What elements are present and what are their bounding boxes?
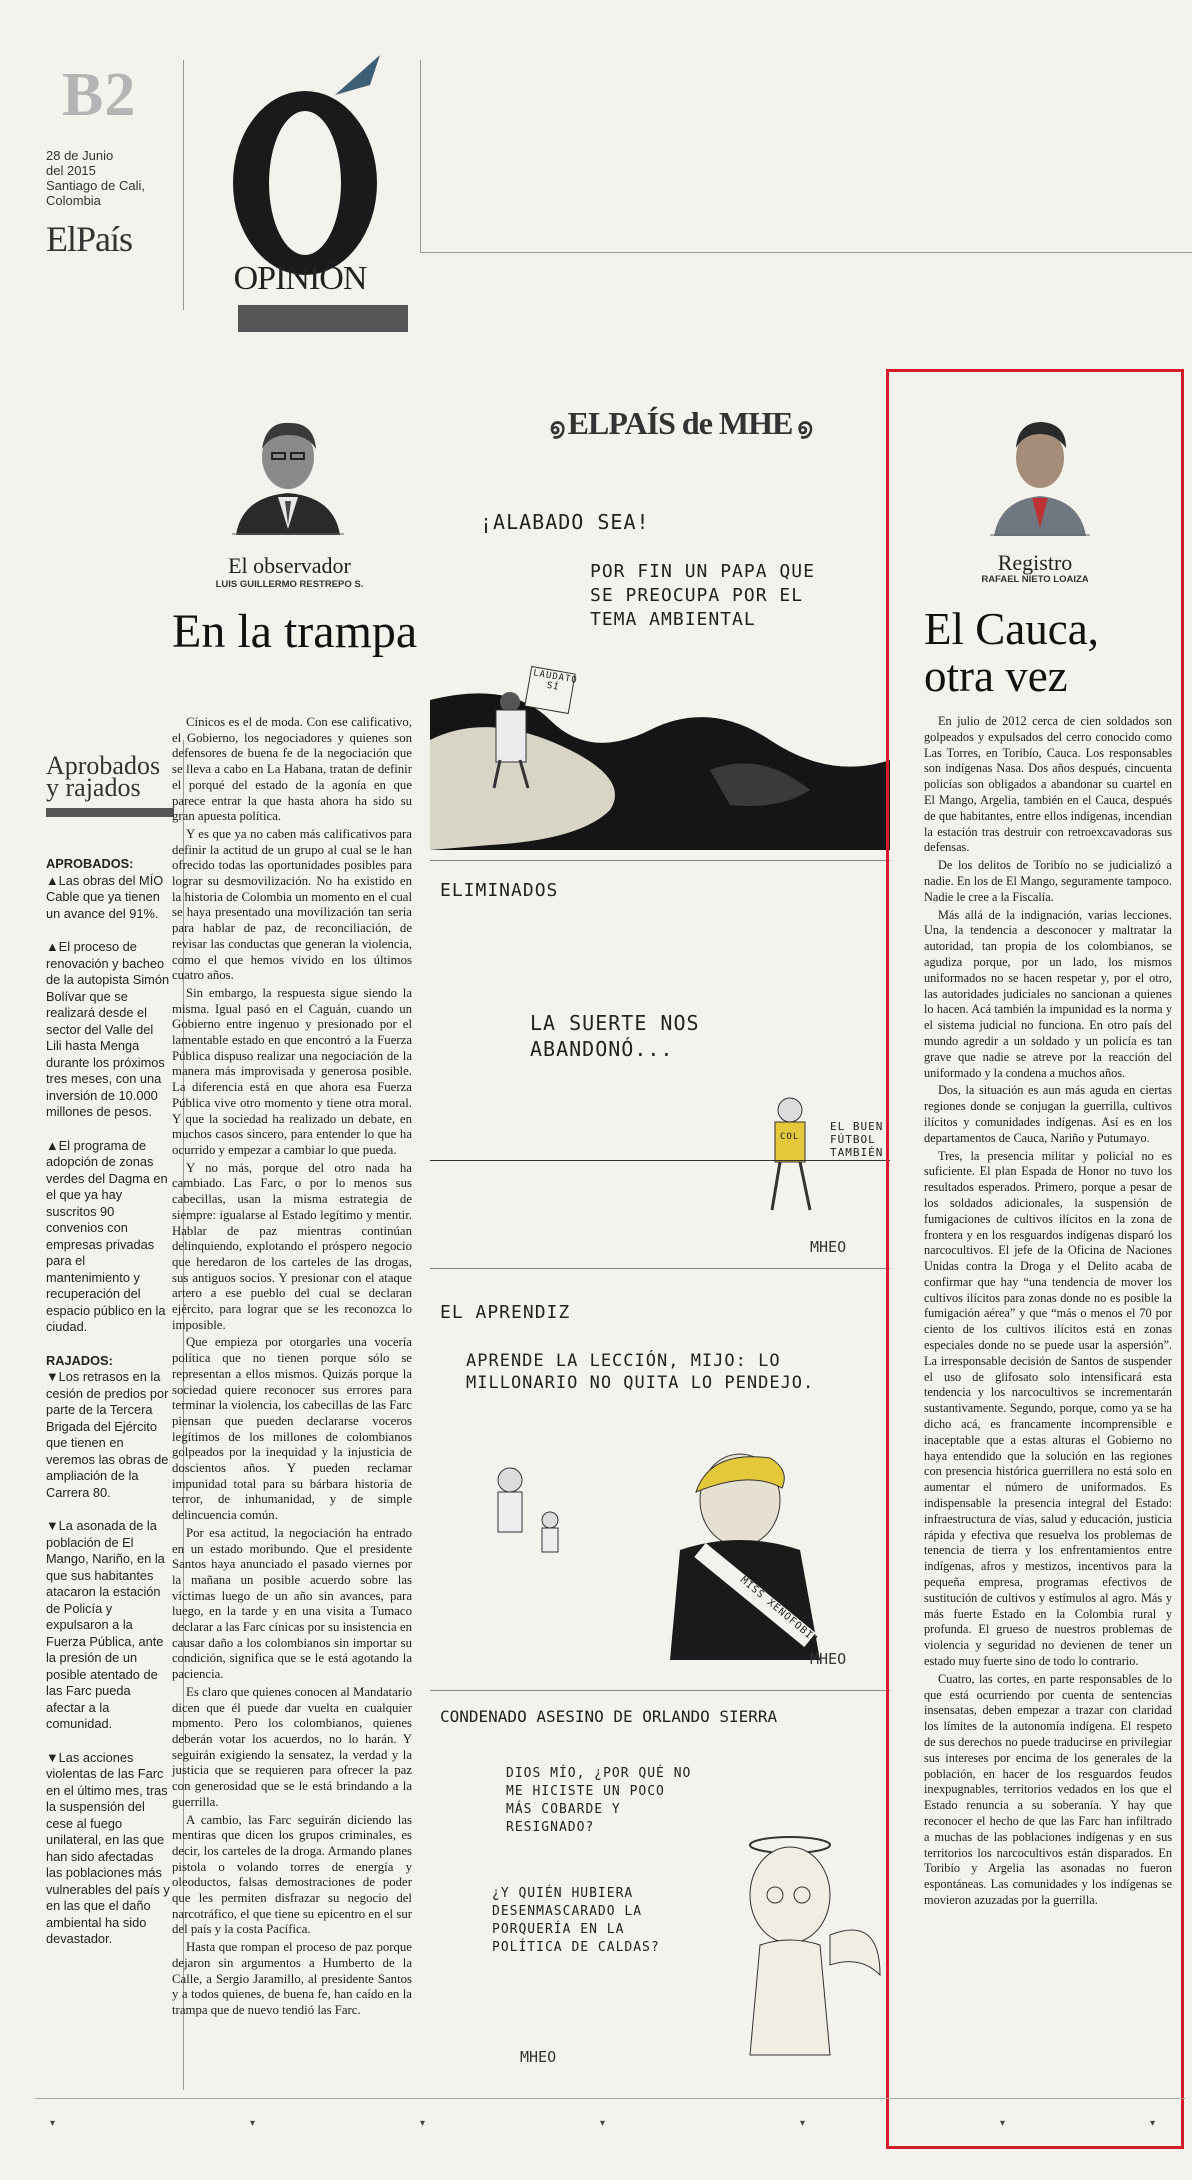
cartoon-exclamation: ¡ALABADO SEA! (480, 510, 650, 534)
cartoon-sign: LAUDATO SÍ (532, 668, 579, 693)
columnist-name: RAFAEL NIETO LOAIZA (981, 574, 1089, 585)
opinion-logo-icon (210, 55, 410, 285)
article-paragraph: Hasta que rompan el proceso de paz porque dejaron sin argumentos a Humberto de la Calle, a Sergio Jaramillo, al presidente Santos y a todos quienes, de buena fe, han caído en la trampa que de nuevo tendió las Farc. (172, 1940, 412, 2017)
newspaper-brand: ElPaís (46, 219, 133, 259)
player-shirt: COL (780, 1132, 800, 1142)
aprobados-column (46, 856, 171, 1965)
masthead-divider (420, 60, 421, 253)
apprentice-illustration (470, 1440, 890, 1660)
panel-divider (430, 1268, 890, 1269)
approved-item: ▲Las obras del MÍO Cable que ya tienen un avance del 91%. (46, 872, 164, 921)
article-paragraph: Tres, la presencia militar y policial no es suficiente. El plan Espada de Honor no tuvo los resultados esperados. Primero, porque a pesar de los soldados adicionales, la suspensión de fumigaciones de cultivos ilícitos en la zona de frontera y en los resguardos indígenas disparó los narcocultivos. El jefe de la Oficina de Naciones Unidas contra la Droga y el Delito acaba de confirmar que hay “una tendencia de mover los cultivos ilícitos para zonas donde no es posible la fumigación aérea” y que “más o menos el 70 por ciento de los cultivos ilícitos está en zonas especiales donde no se puede usar la aspersión”. La irresponsable decisión de Santos de suspender el uso de glifosato solo intensificará esta tendencia y los narcocultivos se incrementarán sustantivamente. Segundo, porque, como ya se ha dicho acá, es francamente incomprensible e inaceptable que a estas alturas el Gobierno no haya entendido que la solución en las regiones con presencia histórica guerrillera no está solo en aumentar el número de uniformados. Es indispensable la presencia integral del Estado: infraestructura de vías, salud y educación, justicia rápida y efectiva que resuelva los problemas de tenencia de tierra y los enfrentamientos entre indígenas, afros y mestizos, incentivos para la pequeña empresa, programas efectivos de sustitución de cultivos y estímulos al agro. Más y más fuerte Estado en la Colombia rural y profunda. El grueso de nuestros problemas de violencia y seguridad no devienen de tener un estado muy fuerte sino de todo lo contrario. (924, 1148, 1172, 1669)
article-paragraph: Sin embargo, la respuesta sigue siendo la misma. Igual pasó en el Caguán, cuando un Gobierno entre ingenuo y presionado por el lamentable estado en que encontró a la Fuerza Pública dispuso realizar una negociación de la manera más improvisada y generosa posible. La diferencia está en que ahora esa Fuerza Pública vive otro momento y tiene otra moral. Y que la sociedad ha realizado un debate, en muchos casos sincero, para entender lo que ha ocurrido y empezar a cambiar lo que pueda. (172, 985, 412, 1157)
approved-item: ▲El programa de adopción de zonas verdes del Dagma en el que ya hay suscritos 90 convenios con empresas privadas para el mantenimiento y recuperación del espacio público en la ciudad. (46, 1137, 168, 1334)
swirl-icon: ൭ (549, 414, 568, 439)
panel-divider (430, 1690, 890, 1691)
article-paragraph: Y no más, porque del otro nada ha cambiado. Las Farc, o por lo menos sus cabecillas, usan la misma estrategia de siempre: igualarse al Estado legítimo y mentir. Hablar de paz mientras continúan delinquiendo, explotando el próspero negocio que heredaron de los carteles de las drogas, sus antiguos socios. Y presionar con el ataque artero a ese pueblo del cual se declaran ejército, para lograr que se les reconozca lo imposible. (172, 1160, 412, 1332)
approved-label: APROBADOS: (46, 856, 134, 871)
failed-item: ▼La asonada de la población de El Mango, Nariño, en la que sus habitantes atacaron la estación de Policía y expulsaron a la Fuerza Pública, ante la presión de un posible atentado de las Farc pueda afectar a la comunidad. (46, 1518, 165, 1731)
date-line: del 2015 (46, 163, 96, 178)
cartoon-speech: DIOS MÍO, ¿POR QUÉ NO ME HICISTE UN POCO MÁS COBARDE Y RESIGNADO? (506, 1766, 692, 1835)
cartoon-title: ELIMINADOS (440, 880, 559, 901)
columnist-photo (232, 405, 344, 535)
cartoon-signature: MHEO (520, 2048, 557, 2066)
section-title: OPINIÓN (233, 260, 367, 297)
aprobados-title: Aprobados y rajados (46, 751, 161, 802)
columnist-photo (990, 408, 1090, 536)
cartoon-speech: APRENDE LA LECCIÓN, MIJO: LO MILLONARIO NO QUITA LO PENDEJO. (466, 1351, 815, 1393)
trim-mark: ▾ (250, 2118, 256, 2129)
cartoon-signature: MHEO (810, 1650, 847, 1668)
trim-mark: ▾ (600, 2118, 606, 2129)
section-bar (238, 305, 408, 332)
cartoon-panel-4 (430, 1705, 890, 2085)
page-number: B2 (62, 61, 137, 129)
article-paragraph: Cuatro, las cortes, en parte responsables de lo que está ocurriendo por cuenta de sentencias insensatas, deben empezar a trazar con claridad los límites de la autonomía indígena. El respeto de sus derechos no puede traducirse en privilegiar sus intereses por encima de los generales de la población, en hacer de los resguardos feudos inexpugnables, territorios vedados en los que el Estado renuncia a su soberanía. Y hay que reconocer el hecho de que las Farc han infiltrado a muchas de las poblaciones indígenas y en sus territorios los narcocultivos están disparados. En Toribío y Argelia las asonadas no fueron espontáneas. Las comunidades y los indígenas se movieron azuzadas por la guerrilla. (924, 1671, 1172, 1907)
article-headline: El Cauca, otra vez (924, 604, 1099, 701)
article-headline: En la trampa (172, 605, 418, 658)
article-body (172, 715, 412, 2021)
cartoon-speech: POR FIN UN PAPA QUE SE PREOCUPA POR EL TEMA AMBIENTAL (590, 561, 815, 630)
cartoon-panel-3 (430, 1300, 890, 1680)
cartoon-section-title (505, 405, 855, 442)
trim-mark: ▾ (1150, 2118, 1156, 2129)
cartoon-aside: EL BUEN FÚTBOL TAMBIÉN (830, 1120, 884, 1159)
angel-illustration (720, 1815, 890, 2065)
columnist-name: LUIS GUILLERMO RESTREPO S. (215, 579, 364, 590)
article-paragraph: En julio de 2012 cerca de cien soldados son golpeados y expulsados del cerro conocido como Las Torres, en Toribío, Cauca. Los responsables son indígenas Nasa. Dos años después, cincuenta policías son obligados a abandonar su cuartel en El Mango, Argelia, también en el Cauca, después de que habitantes, entre ellos indígenas, incendian la estación tras destruir con retroexcavadoras sus defensas. (924, 714, 1172, 855)
cartoon-title: EL APRENDIZ (440, 1302, 571, 1323)
article-paragraph: Que empieza por otorgarles una vocería política que no tienen porque sólo se representan a ellos mismos. Quizás porque la sociedad quiere reconocer sus errores para terminar la violencia, los cabecillas de las Farc piensan que pueden declararse voceros legítimos de los millones de colombianos golpeados por la inequidad y la injusticia de doscientos años. Y pueden reclamar impunidad total para su bárbara historia de terror, de inhumanidad, y de simple delincuencia común. (172, 1335, 412, 1523)
page-bottom-rule (35, 2098, 1185, 2099)
article-paragraph: Dos, la situación es aun más aguda en ciertas regiones donde se conjugan la guerrilla, cultivos ilícitos y comunidades indígenas. Así es en los departamentos de Cauca, Nariño y Putumayo. (924, 1083, 1172, 1145)
article-paragraph: A cambio, las Farc seguirán diciendo las mentiras que dicen los grupos criminales, es decir, los carteles de la droga. Armando planes pistola o volando torres de energía y oleoductos, falsas demostraciones de poder que les permiten disfrazar su negocio del narcotráfico, el que tiene su epicentro en el sur del país y la costa Pacífica. (172, 1812, 412, 1937)
column-section-title: El observador (228, 553, 351, 578)
failed-item: ▼Los retrasos en la cesión de predios por parte de la Tercera Brigada del Ejército que tienen en veremos las obras de ampliación de la Carrera 80. (46, 1369, 169, 1500)
failed-label: RAJADOS: (46, 1352, 113, 1368)
trim-mark: ▾ (50, 2118, 56, 2129)
article-paragraph: Por esa actitud, la negociación ha entrado en un estado moribundo. Que el presidente Santos haya anunciado el pasado viernes por la mañana un posible acuerdo sobre las víctimas luego de un año sin avances, para luego, en la tarde y en una visita a Tumaco declarar a las Farc cínicas por su insistencia en causar daño a los colombianos sin importar su condición, significa que se le está agotando la paciencia. (172, 1525, 412, 1682)
dateline (46, 148, 176, 208)
date-line: Colombia (46, 193, 101, 208)
date-line: Santiago de Cali, (46, 178, 146, 193)
date-line: 28 de Junio (46, 148, 114, 163)
failed-item: ▼Las acciones violentas de las Farc en el último mes, tras la suspensión del cese al fuego unilateral, en las que han sido afectadas las poblaciones más vulnerables del país y en las que el daño ambiental ha sido devastador. (46, 1749, 170, 1946)
cartoon-signature: MHEO (810, 1238, 847, 1256)
cartoon-speech: LA SUERTE NOS ABANDONÓ... (530, 1011, 700, 1061)
trim-mark: ▾ (1000, 2118, 1006, 2129)
article-paragraph: Cínicos es el de moda. Con ese calificativo, el Gobierno, los negociadores y quienes son defensores de buena fe de la negociación que se lleva a cabo en La Habana, tratan de definir el porqué del estado de la agonía en que parece entrar la que hasta ahora ha sido su gran apuesta política. (172, 715, 412, 824)
cartoon-title: CONDENADO ASESINO DE ORLANDO SIERRA (440, 1707, 778, 1726)
approved-item: ▲El proceso de renovación y bacheo de la autopista Simón Bolívar que se realizará desde el sector del Valle del Lili hasta Menga durante los próximos tres meses, con una inversión de 10.000 millones de pesos. (46, 939, 170, 1119)
panel-divider (430, 860, 890, 861)
masthead-rule (420, 252, 1192, 253)
article-paragraph: Es claro que quienes conocen al Mandatario dicen que él puede dar vuelta en cualquier momento. Pero los colombianos, quienes deberán votar los acuerdos, no lo harán. Y seguirán exigiendo la sensatez, la verdad y la justicia que se requieren para ofrecer la paz con generosidad que se le está brindando a la guerrilla. (172, 1684, 412, 1809)
masthead-divider (183, 60, 184, 310)
article-paragraph: De los delitos de Toribío no se judicializó a nadie. En los de El Mango, seguramente tampoco. Nadie le cree a la Fiscalía. (924, 858, 1172, 904)
trim-mark: ▾ (800, 2118, 806, 2129)
article-body (924, 714, 1172, 1911)
field-line (430, 1160, 890, 1161)
column-section-title: Registro (997, 550, 1073, 575)
aprobados-bar (46, 808, 174, 817)
cartoon-panel-1 (430, 500, 890, 852)
oil-spill-illustration (430, 610, 890, 850)
cartoon-panel-2 (430, 870, 890, 1290)
cartoon-speech: ¿Y QUIÉN HUBIERA DESENMASCARADO LA PORQUERÍA EN LA POLÍTICA DE CALDAS? (492, 1886, 660, 1955)
swirl-icon: ൭ (792, 414, 811, 439)
trim-mark: ▾ (420, 2118, 426, 2129)
article-paragraph: Más allá de la indignación, varias lecciones. Una, la tendencia a desconocer y maltratar la autoridad, tan propia de los colombianos, se agudiza porque, por un lado, los mismos uniformados no se hacen respetar y, por el otro, las autoridades judiciales no sancionan a quienes lo hacen. Acá también la impunidad es la norma y el sistema judicial no funciona. En otro país del mundo agredir a un soldado y un policía es tan grave que nadie se atreve por la reacción del uniformado y la condena a muchos años. (924, 907, 1172, 1080)
cartoon-header-text: ELPAÍS de MHE (567, 405, 793, 441)
article-paragraph: Y es que ya no caben más calificativos para definir la actitud de un grupo al cual se le han ofrecido todas las oportunidades posibles para lograr su desmovilización. No ha existido en la historia de Colombia un momento en el cual se haya presentado una movilización tan seria para hablar de paz, de reconciliación, de revisar las conductas que generan la violencia, como el que hemos vivido en los últimos cuatro años. (172, 826, 412, 983)
cartoon-sash: MISS XENOFOBIA (737, 1574, 821, 1647)
